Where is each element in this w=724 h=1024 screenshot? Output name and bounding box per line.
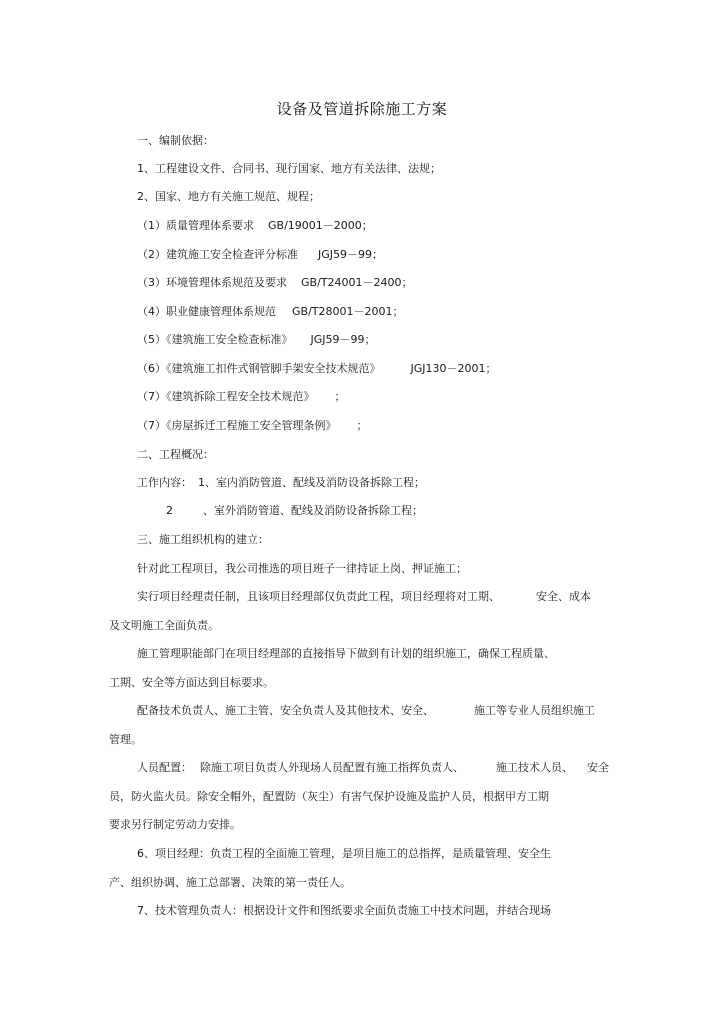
reference-item bbox=[137, 362, 497, 376]
work-content-item-1: 1、室内消防管道、配线及消防设备拆除工程； bbox=[198, 476, 425, 489]
paragraph-text: 施工技术人员、 bbox=[496, 761, 573, 774]
paragraph-line bbox=[137, 761, 609, 775]
reference-name: （2）建筑施工安全检查评分标准 bbox=[137, 248, 298, 261]
reference-code: GB/T24001－2400； bbox=[301, 276, 413, 289]
basis-item-1: 1、工程建设文件、合同书、现行国家、地方有关法律、法规； bbox=[137, 162, 441, 175]
section-3-heading: 三、施工组织机构的建立： bbox=[137, 533, 269, 546]
paragraph-line: 7、技术管理负责人：根据设计文件和图纸要求全面负责施工中技术问题，并结合现场 bbox=[137, 904, 551, 917]
paragraph-text: 安全、成本 bbox=[536, 590, 591, 603]
reference-name: （3）环境管理体系规范及要求 bbox=[137, 276, 287, 289]
reference-item bbox=[137, 333, 376, 347]
paragraph-text: 配备技术负责人、施工主管、安全负责人及其他技术、安全、 bbox=[137, 704, 434, 717]
reference-code: JGJ59－99； bbox=[318, 248, 384, 261]
work-content-line-2 bbox=[166, 504, 423, 518]
paragraph-line bbox=[137, 704, 595, 718]
page-title: 设备及管道拆除施工方案 bbox=[276, 100, 448, 118]
reference-item bbox=[137, 248, 383, 262]
reference-item bbox=[137, 276, 412, 290]
paragraph-line: 针对此工程项目，我公司推选的项目班子一律持证上岗、押证施工； bbox=[137, 562, 467, 575]
reference-code: JGJ130－2001； bbox=[410, 362, 497, 375]
basis-item-2: 2、国家、地方有关施工规范、规程； bbox=[137, 190, 320, 203]
paragraph-text: 实行项目经理责任制，且该项目经理部仅负责此工程，项目经理将对工期、 bbox=[137, 590, 500, 603]
work-content-label: 工作内容： bbox=[137, 476, 192, 489]
paragraph-line: 工期、安全等方面达到目标要求。 bbox=[109, 676, 274, 689]
reference-code: GB/T28001－2001； bbox=[292, 305, 404, 318]
paragraph-line: 及文明施工全面负责。 bbox=[109, 619, 219, 632]
section-1-heading: 一、编制依据： bbox=[137, 134, 214, 147]
reference-name: （5）《建筑施工安全检查标准》 bbox=[137, 333, 293, 346]
reference-name: （4）职业健康管理体系规范 bbox=[137, 305, 276, 318]
reference-name: （7）《建筑拆除工程安全技术规范》 bbox=[137, 390, 315, 403]
reference-code: ； bbox=[356, 419, 368, 432]
reference-item bbox=[137, 305, 403, 319]
reference-code: ； bbox=[334, 390, 346, 403]
reference-name: （6）《建筑施工扣件式钢管脚手架安全技术规范》 bbox=[137, 362, 381, 375]
section-2-heading: 二、工程概况： bbox=[137, 448, 214, 461]
paragraph-line: 施工管理职能部门在项目经理部的直接指导下做到有计划的组织施工，确保工程质量、 bbox=[137, 647, 555, 660]
paragraph-line bbox=[137, 590, 591, 604]
reference-code: JGJ59－99； bbox=[310, 333, 376, 346]
reference-name: （7）《房屋拆迁工程施工安全管理条例》 bbox=[137, 419, 337, 432]
staffing-label: 人员配置： bbox=[137, 761, 192, 774]
paragraph-text: 除施工项目负责人外现场人员配置有施工指挥负责人、 bbox=[200, 761, 464, 774]
reference-item bbox=[137, 219, 373, 233]
paragraph-text: 安全 bbox=[587, 761, 609, 774]
work-content-number-2: 2 bbox=[166, 504, 173, 517]
work-content-line-1 bbox=[137, 476, 425, 490]
paragraph-line: 产、组织协调、施工总部署、决策的第一责任人。 bbox=[109, 876, 351, 889]
paragraph-text: 施工等专业人员组织施工 bbox=[474, 704, 595, 717]
reference-item bbox=[137, 419, 368, 433]
reference-code: GB/19001－2000； bbox=[268, 219, 373, 232]
work-content-item-2: 、室外消防管道、配线及消防设备拆除工程； bbox=[203, 504, 423, 517]
paragraph-line: 要求另行制定劳动力安排。 bbox=[109, 818, 241, 831]
paragraph-line: 6、项目经理：负责工程的全面施工管理，是项目施工的总指挥，是质量管理、安全生 bbox=[137, 847, 551, 860]
paragraph-line: 管理。 bbox=[109, 733, 142, 746]
paragraph-line: 员，防火监火员。除安全帽外，配置防（灰尘）有害气保护设施及监护人员，根据甲方工期 bbox=[109, 790, 549, 803]
reference-item bbox=[137, 390, 346, 404]
reference-name: （1）质量管理体系要求 bbox=[137, 219, 254, 232]
